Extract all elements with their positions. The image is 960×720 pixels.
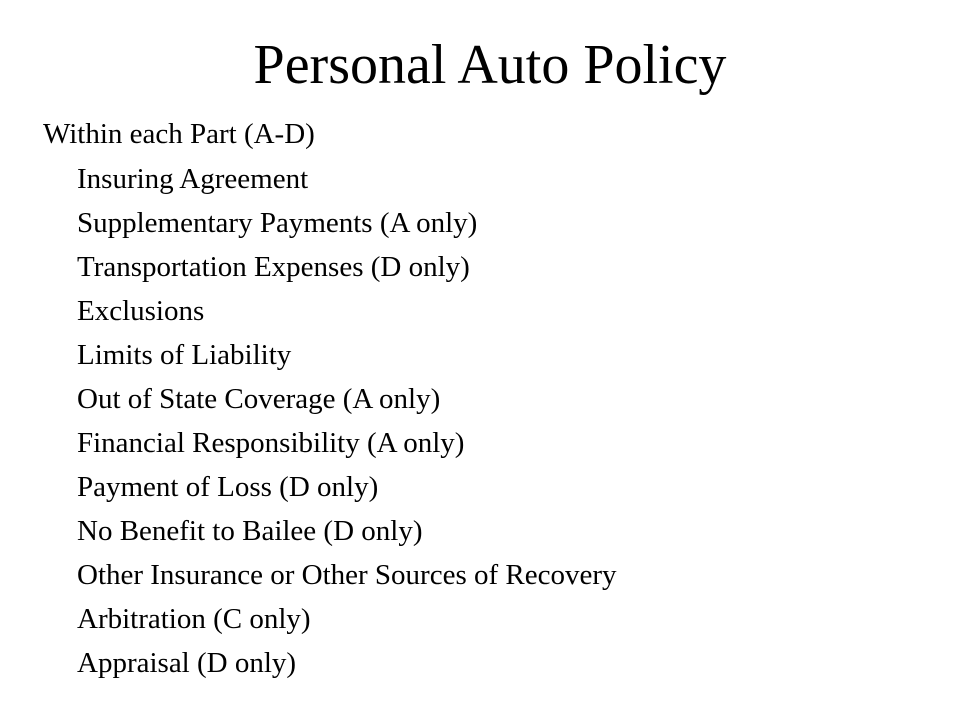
list-item: Exclusions [77, 295, 205, 327]
section-heading: Within each Part (A-D) [43, 118, 315, 150]
slide-title: Personal Auto Policy [253, 34, 727, 96]
list-item: Limits of Liability [77, 339, 292, 371]
list-item: Out of State Coverage (A only) [77, 383, 441, 415]
list-item: Insuring Agreement [77, 163, 309, 195]
list-item: Arbitration (C only) [77, 603, 311, 635]
part-components-list [43, 157, 943, 685]
list-item: Other Insurance or Other Sources of Recovery [77, 559, 617, 591]
list-item: Supplementary Payments (A only) [77, 207, 478, 239]
list-item: Financial Responsibility (A only) [77, 427, 465, 459]
list-item: Payment of Loss (D only) [77, 471, 379, 503]
list-item: Appraisal (D only) [77, 647, 297, 679]
slide-content [43, 113, 943, 685]
list-item: Transportation Expenses (D only) [77, 251, 470, 283]
list-item: No Benefit to Bailee (D only) [77, 515, 423, 547]
